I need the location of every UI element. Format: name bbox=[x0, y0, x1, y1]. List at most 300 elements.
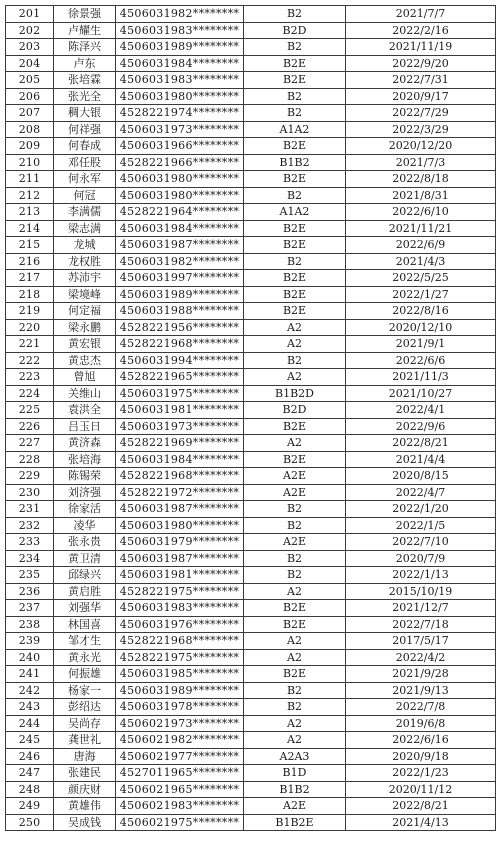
issue-date: 2022/7/10 bbox=[346, 534, 496, 551]
license-class: A2E bbox=[244, 534, 346, 551]
row-number: 250 bbox=[6, 814, 54, 831]
row-number: 219 bbox=[6, 303, 54, 320]
issue-date: 2021/11/3 bbox=[346, 369, 496, 386]
table-row bbox=[6, 39, 496, 56]
driver-name: 关维山 bbox=[54, 385, 116, 402]
license-class: B2 bbox=[244, 501, 346, 518]
row-number: 236 bbox=[6, 583, 54, 600]
row-number: 242 bbox=[6, 682, 54, 699]
license-class: B2 bbox=[244, 253, 346, 270]
issue-date: 2022/9/6 bbox=[346, 418, 496, 435]
table-row bbox=[6, 781, 496, 798]
id-number: 4506031981******** bbox=[116, 402, 244, 419]
issue-date: 2022/6/10 bbox=[346, 204, 496, 221]
driver-name: 徐景强 bbox=[54, 6, 116, 23]
id-number: 4506031987******** bbox=[116, 237, 244, 254]
id-number: 4528221964******** bbox=[116, 204, 244, 221]
license-class: A2 bbox=[244, 319, 346, 336]
license-class: B2E bbox=[244, 303, 346, 320]
row-number: 229 bbox=[6, 468, 54, 485]
id-number: 4506031980******** bbox=[116, 171, 244, 188]
id-number: 4506031984******** bbox=[116, 55, 244, 72]
id-number: 4506031984******** bbox=[116, 220, 244, 237]
issue-date: 2020/12/10 bbox=[346, 319, 496, 336]
license-class: A2A3 bbox=[244, 748, 346, 765]
issue-date: 2021/9/28 bbox=[346, 666, 496, 683]
driver-name: 何振雄 bbox=[54, 666, 116, 683]
driver-name: 黄启胜 bbox=[54, 583, 116, 600]
id-number: 4527011965******** bbox=[116, 765, 244, 782]
id-number: 4506021973******** bbox=[116, 715, 244, 732]
row-number: 216 bbox=[6, 253, 54, 270]
driver-name: 张光全 bbox=[54, 88, 116, 105]
issue-date: 2021/11/19 bbox=[346, 39, 496, 56]
issue-date: 2020/9/17 bbox=[346, 88, 496, 105]
id-number: 4506031983******** bbox=[116, 22, 244, 39]
issue-date: 2022/6/16 bbox=[346, 732, 496, 749]
driver-name: 吕玉日 bbox=[54, 418, 116, 435]
license-class: B2E bbox=[244, 451, 346, 468]
issue-date: 2022/7/31 bbox=[346, 72, 496, 89]
driver-name: 凌华 bbox=[54, 517, 116, 534]
id-number: 4506031984******** bbox=[116, 451, 244, 468]
table-row bbox=[6, 534, 496, 551]
table-row bbox=[6, 616, 496, 633]
issue-date: 2021/7/3 bbox=[346, 154, 496, 171]
license-class: B2 bbox=[244, 517, 346, 534]
driver-name: 卢东 bbox=[54, 55, 116, 72]
id-number: 4506031994******** bbox=[116, 352, 244, 369]
table-row bbox=[6, 270, 496, 287]
id-number: 4506021977******** bbox=[116, 748, 244, 765]
license-class: A2 bbox=[244, 715, 346, 732]
table-row bbox=[6, 600, 496, 617]
issue-date: 2021/9/1 bbox=[346, 336, 496, 353]
driver-name: 梁境峰 bbox=[54, 286, 116, 303]
row-number: 210 bbox=[6, 154, 54, 171]
driver-name: 陈泽兴 bbox=[54, 39, 116, 56]
issue-date: 2020/8/15 bbox=[346, 468, 496, 485]
row-number: 237 bbox=[6, 600, 54, 617]
id-number: 4528221968******** bbox=[116, 336, 244, 353]
issue-date: 2017/5/17 bbox=[346, 633, 496, 650]
id-number: 4506031980******** bbox=[116, 187, 244, 204]
id-number: 4506031980******** bbox=[116, 517, 244, 534]
table-row bbox=[6, 484, 496, 501]
row-number: 235 bbox=[6, 567, 54, 584]
table-row bbox=[6, 699, 496, 716]
table-row bbox=[6, 451, 496, 468]
driver-name: 张建民 bbox=[54, 765, 116, 782]
issue-date: 2020/11/12 bbox=[346, 781, 496, 798]
issue-date: 2021/11/21 bbox=[346, 220, 496, 237]
table-row bbox=[6, 567, 496, 584]
id-number: 4528221965******** bbox=[116, 369, 244, 386]
license-class: B2 bbox=[244, 567, 346, 584]
license-class: B2E bbox=[244, 418, 346, 435]
row-number: 249 bbox=[6, 798, 54, 815]
issue-date: 2021/9/13 bbox=[346, 682, 496, 699]
driver-name: 何祥强 bbox=[54, 121, 116, 138]
license-class: B2 bbox=[244, 105, 346, 122]
issue-date: 2022/1/13 bbox=[346, 567, 496, 584]
issue-date: 2021/8/31 bbox=[346, 187, 496, 204]
driver-name: 梁永鹏 bbox=[54, 319, 116, 336]
license-class: B2E bbox=[244, 171, 346, 188]
license-class: A2E bbox=[244, 468, 346, 485]
license-class: B1B2E bbox=[244, 814, 346, 831]
license-class: B2E bbox=[244, 270, 346, 287]
id-number: 4506031983******** bbox=[116, 72, 244, 89]
license-class: A1A2 bbox=[244, 121, 346, 138]
license-class: A2E bbox=[244, 484, 346, 501]
id-number: 4506031973******** bbox=[116, 418, 244, 435]
table-row bbox=[6, 187, 496, 204]
issue-date: 2022/4/1 bbox=[346, 402, 496, 419]
issue-date: 2022/1/23 bbox=[346, 765, 496, 782]
driver-name: 龙城 bbox=[54, 237, 116, 254]
driver-name: 卢耀生 bbox=[54, 22, 116, 39]
table-row bbox=[6, 154, 496, 171]
table-row bbox=[6, 715, 496, 732]
id-number: 4506021983******** bbox=[116, 798, 244, 815]
row-number: 202 bbox=[6, 22, 54, 39]
license-class: B2E bbox=[244, 55, 346, 72]
license-class: B1B2D bbox=[244, 385, 346, 402]
row-number: 223 bbox=[6, 369, 54, 386]
driver-name: 林国喜 bbox=[54, 616, 116, 633]
driver-name: 吴成钱 bbox=[54, 814, 116, 831]
id-number: 4528221966******** bbox=[116, 154, 244, 171]
row-number: 247 bbox=[6, 765, 54, 782]
license-class: B2D bbox=[244, 22, 346, 39]
row-number: 224 bbox=[6, 385, 54, 402]
license-class: B2E bbox=[244, 666, 346, 683]
driver-name: 陈锡荣 bbox=[54, 468, 116, 485]
row-number: 207 bbox=[6, 105, 54, 122]
table-row bbox=[6, 319, 496, 336]
issue-date: 2022/6/6 bbox=[346, 352, 496, 369]
license-class: A2 bbox=[244, 583, 346, 600]
issue-date: 2020/7/9 bbox=[346, 550, 496, 567]
table-row bbox=[6, 583, 496, 600]
table-row bbox=[6, 501, 496, 518]
row-number: 230 bbox=[6, 484, 54, 501]
id-number: 4528221956******** bbox=[116, 319, 244, 336]
driver-name: 张永贵 bbox=[54, 534, 116, 551]
issue-date: 2021/4/13 bbox=[346, 814, 496, 831]
driver-name: 黄永光 bbox=[54, 649, 116, 666]
issue-date: 2022/6/9 bbox=[346, 237, 496, 254]
driver-name: 彭绍达 bbox=[54, 699, 116, 716]
id-number: 4506031980******** bbox=[116, 88, 244, 105]
issue-date: 2021/12/7 bbox=[346, 600, 496, 617]
table-row bbox=[6, 220, 496, 237]
row-number: 238 bbox=[6, 616, 54, 633]
table-row bbox=[6, 237, 496, 254]
row-number: 231 bbox=[6, 501, 54, 518]
driver-name: 袁洪全 bbox=[54, 402, 116, 419]
driver-name: 黄雄伟 bbox=[54, 798, 116, 815]
issue-date: 2022/7/18 bbox=[346, 616, 496, 633]
table-row bbox=[6, 253, 496, 270]
driver-name: 黄济森 bbox=[54, 435, 116, 452]
issue-date: 2022/7/8 bbox=[346, 699, 496, 716]
table-row bbox=[6, 732, 496, 749]
id-number: 4506021965******** bbox=[116, 781, 244, 798]
license-class: A2 bbox=[244, 732, 346, 749]
row-number: 206 bbox=[6, 88, 54, 105]
id-number: 4528221968******** bbox=[116, 633, 244, 650]
roster-body bbox=[6, 6, 496, 831]
id-number: 4528221974******** bbox=[116, 105, 244, 122]
row-number: 214 bbox=[6, 220, 54, 237]
id-number: 4506031982******** bbox=[116, 253, 244, 270]
issue-date: 2021/4/3 bbox=[346, 253, 496, 270]
issue-date: 2022/9/20 bbox=[346, 55, 496, 72]
id-number: 4506031989******** bbox=[116, 682, 244, 699]
issue-date: 2022/1/5 bbox=[346, 517, 496, 534]
row-number: 228 bbox=[6, 451, 54, 468]
id-number: 4528221968******** bbox=[116, 468, 244, 485]
issue-date: 2022/7/29 bbox=[346, 105, 496, 122]
id-number: 4506021975******** bbox=[116, 814, 244, 831]
row-number: 248 bbox=[6, 781, 54, 798]
row-number: 204 bbox=[6, 55, 54, 72]
table-row bbox=[6, 402, 496, 419]
table-row bbox=[6, 517, 496, 534]
license-class: B2 bbox=[244, 187, 346, 204]
issue-date: 2022/8/18 bbox=[346, 171, 496, 188]
id-number: 4506021982******** bbox=[116, 732, 244, 749]
row-number: 211 bbox=[6, 171, 54, 188]
driver-name: 黄卫清 bbox=[54, 550, 116, 567]
table-row bbox=[6, 798, 496, 815]
driver-name: 李满儒 bbox=[54, 204, 116, 221]
id-number: 4506031989******** bbox=[116, 39, 244, 56]
table-row bbox=[6, 814, 496, 831]
license-class: B2 bbox=[244, 550, 346, 567]
id-number: 4506031979******** bbox=[116, 534, 244, 551]
id-number: 4506031987******** bbox=[116, 501, 244, 518]
license-class: B2 bbox=[244, 699, 346, 716]
driver-name: 邱绿兴 bbox=[54, 567, 116, 584]
driver-name: 张培海 bbox=[54, 451, 116, 468]
table-row bbox=[6, 352, 496, 369]
license-class: B2E bbox=[244, 72, 346, 89]
row-number: 239 bbox=[6, 633, 54, 650]
id-number: 4506031988******** bbox=[116, 303, 244, 320]
issue-date: 2022/5/25 bbox=[346, 270, 496, 287]
license-class: A2 bbox=[244, 336, 346, 353]
issue-date: 2019/6/8 bbox=[346, 715, 496, 732]
row-number: 205 bbox=[6, 72, 54, 89]
license-class: B2E bbox=[244, 616, 346, 633]
driver-name: 何春成 bbox=[54, 138, 116, 155]
table-row bbox=[6, 303, 496, 320]
table-row bbox=[6, 6, 496, 23]
id-number: 4506031976******** bbox=[116, 616, 244, 633]
license-class: B2E bbox=[244, 138, 346, 155]
driver-name: 梁志满 bbox=[54, 220, 116, 237]
license-class: B2 bbox=[244, 6, 346, 23]
issue-date: 2022/2/16 bbox=[346, 22, 496, 39]
driver-name: 曾旭 bbox=[54, 369, 116, 386]
issue-date: 2022/3/29 bbox=[346, 121, 496, 138]
license-class: B2E bbox=[244, 220, 346, 237]
license-class: B1B2 bbox=[244, 154, 346, 171]
driver-name: 苏沛宇 bbox=[54, 270, 116, 287]
table-row bbox=[6, 286, 496, 303]
driver-name: 稠大银 bbox=[54, 105, 116, 122]
row-number: 218 bbox=[6, 286, 54, 303]
table-row bbox=[6, 633, 496, 650]
row-number: 245 bbox=[6, 732, 54, 749]
row-number: 225 bbox=[6, 402, 54, 419]
id-number: 4528221975******** bbox=[116, 649, 244, 666]
table-row bbox=[6, 666, 496, 683]
table-row bbox=[6, 369, 496, 386]
license-class: A2 bbox=[244, 633, 346, 650]
row-number: 240 bbox=[6, 649, 54, 666]
table-row bbox=[6, 72, 496, 89]
issue-date: 2022/1/20 bbox=[346, 501, 496, 518]
issue-date: 2021/7/7 bbox=[346, 6, 496, 23]
issue-date: 2022/4/7 bbox=[346, 484, 496, 501]
table-row bbox=[6, 765, 496, 782]
issue-date: 2020/12/20 bbox=[346, 138, 496, 155]
id-number: 4506031987******** bbox=[116, 550, 244, 567]
row-number: 222 bbox=[6, 352, 54, 369]
table-row bbox=[6, 22, 496, 39]
license-class: A1A2 bbox=[244, 204, 346, 221]
table-row bbox=[6, 748, 496, 765]
id-number: 4506031982******** bbox=[116, 6, 244, 23]
driver-name: 黄忠杰 bbox=[54, 352, 116, 369]
license-roster-table bbox=[5, 5, 496, 831]
table-row bbox=[6, 55, 496, 72]
row-number: 244 bbox=[6, 715, 54, 732]
row-number: 209 bbox=[6, 138, 54, 155]
id-number: 4506031973******** bbox=[116, 121, 244, 138]
driver-name: 徐家活 bbox=[54, 501, 116, 518]
table-row bbox=[6, 204, 496, 221]
license-class: B2E bbox=[244, 237, 346, 254]
driver-name: 何永军 bbox=[54, 171, 116, 188]
row-number: 241 bbox=[6, 666, 54, 683]
id-number: 4506031981******** bbox=[116, 567, 244, 584]
driver-name: 邹才生 bbox=[54, 633, 116, 650]
table-row bbox=[6, 682, 496, 699]
license-class: A2 bbox=[244, 369, 346, 386]
issue-date: 2022/4/2 bbox=[346, 649, 496, 666]
row-number: 221 bbox=[6, 336, 54, 353]
table-row bbox=[6, 171, 496, 188]
table-row bbox=[6, 336, 496, 353]
issue-date: 2022/8/21 bbox=[346, 435, 496, 452]
table-row bbox=[6, 121, 496, 138]
license-class: A2E bbox=[244, 798, 346, 815]
license-class: A2 bbox=[244, 435, 346, 452]
license-class: B2 bbox=[244, 39, 346, 56]
row-number: 220 bbox=[6, 319, 54, 336]
issue-date: 2022/8/21 bbox=[346, 798, 496, 815]
driver-name: 何冠 bbox=[54, 187, 116, 204]
id-number: 4506031989******** bbox=[116, 286, 244, 303]
table-row bbox=[6, 468, 496, 485]
table-row bbox=[6, 649, 496, 666]
row-number: 234 bbox=[6, 550, 54, 567]
license-class: A2 bbox=[244, 649, 346, 666]
driver-name: 刘济强 bbox=[54, 484, 116, 501]
id-number: 4528221969******** bbox=[116, 435, 244, 452]
table-row bbox=[6, 88, 496, 105]
issue-date: 2021/4/4 bbox=[346, 451, 496, 468]
id-number: 4528221975******** bbox=[116, 583, 244, 600]
driver-name: 张培霖 bbox=[54, 72, 116, 89]
driver-name: 刘强华 bbox=[54, 600, 116, 617]
row-number: 215 bbox=[6, 237, 54, 254]
driver-name: 颜庆财 bbox=[54, 781, 116, 798]
row-number: 212 bbox=[6, 187, 54, 204]
issue-date: 2020/9/18 bbox=[346, 748, 496, 765]
driver-name: 龚世礼 bbox=[54, 732, 116, 749]
row-number: 226 bbox=[6, 418, 54, 435]
table-row bbox=[6, 418, 496, 435]
license-class: B2 bbox=[244, 352, 346, 369]
license-class: B2E bbox=[244, 600, 346, 617]
driver-name: 杨家一 bbox=[54, 682, 116, 699]
table-row bbox=[6, 138, 496, 155]
row-number: 243 bbox=[6, 699, 54, 716]
license-class: B2 bbox=[244, 88, 346, 105]
id-number: 4506031985******** bbox=[116, 666, 244, 683]
row-number: 208 bbox=[6, 121, 54, 138]
driver-name: 何定福 bbox=[54, 303, 116, 320]
row-number: 217 bbox=[6, 270, 54, 287]
row-number: 203 bbox=[6, 39, 54, 56]
row-number: 213 bbox=[6, 204, 54, 221]
table-row bbox=[6, 385, 496, 402]
id-number: 4506031978******** bbox=[116, 699, 244, 716]
table-row bbox=[6, 550, 496, 567]
license-class: B1D bbox=[244, 765, 346, 782]
license-class: B2 bbox=[244, 682, 346, 699]
issue-date: 2021/10/27 bbox=[346, 385, 496, 402]
license-class: B1B2 bbox=[244, 781, 346, 798]
driver-name: 邓任股 bbox=[54, 154, 116, 171]
id-number: 4528221972******** bbox=[116, 484, 244, 501]
row-number: 246 bbox=[6, 748, 54, 765]
table-row bbox=[6, 435, 496, 452]
driver-name: 龙权胜 bbox=[54, 253, 116, 270]
table-row bbox=[6, 105, 496, 122]
id-number: 4506031983******** bbox=[116, 600, 244, 617]
license-class: B2E bbox=[244, 286, 346, 303]
driver-name: 吴尚存 bbox=[54, 715, 116, 732]
driver-name: 唐海 bbox=[54, 748, 116, 765]
issue-date: 2022/1/27 bbox=[346, 286, 496, 303]
row-number: 201 bbox=[6, 6, 54, 23]
issue-date: 2022/8/16 bbox=[346, 303, 496, 320]
row-number: 233 bbox=[6, 534, 54, 551]
driver-name: 黄宏银 bbox=[54, 336, 116, 353]
issue-date: 2015/10/19 bbox=[346, 583, 496, 600]
id-number: 4506031997******** bbox=[116, 270, 244, 287]
license-class: B2D bbox=[244, 402, 346, 419]
id-number: 4506031966******** bbox=[116, 138, 244, 155]
row-number: 232 bbox=[6, 517, 54, 534]
